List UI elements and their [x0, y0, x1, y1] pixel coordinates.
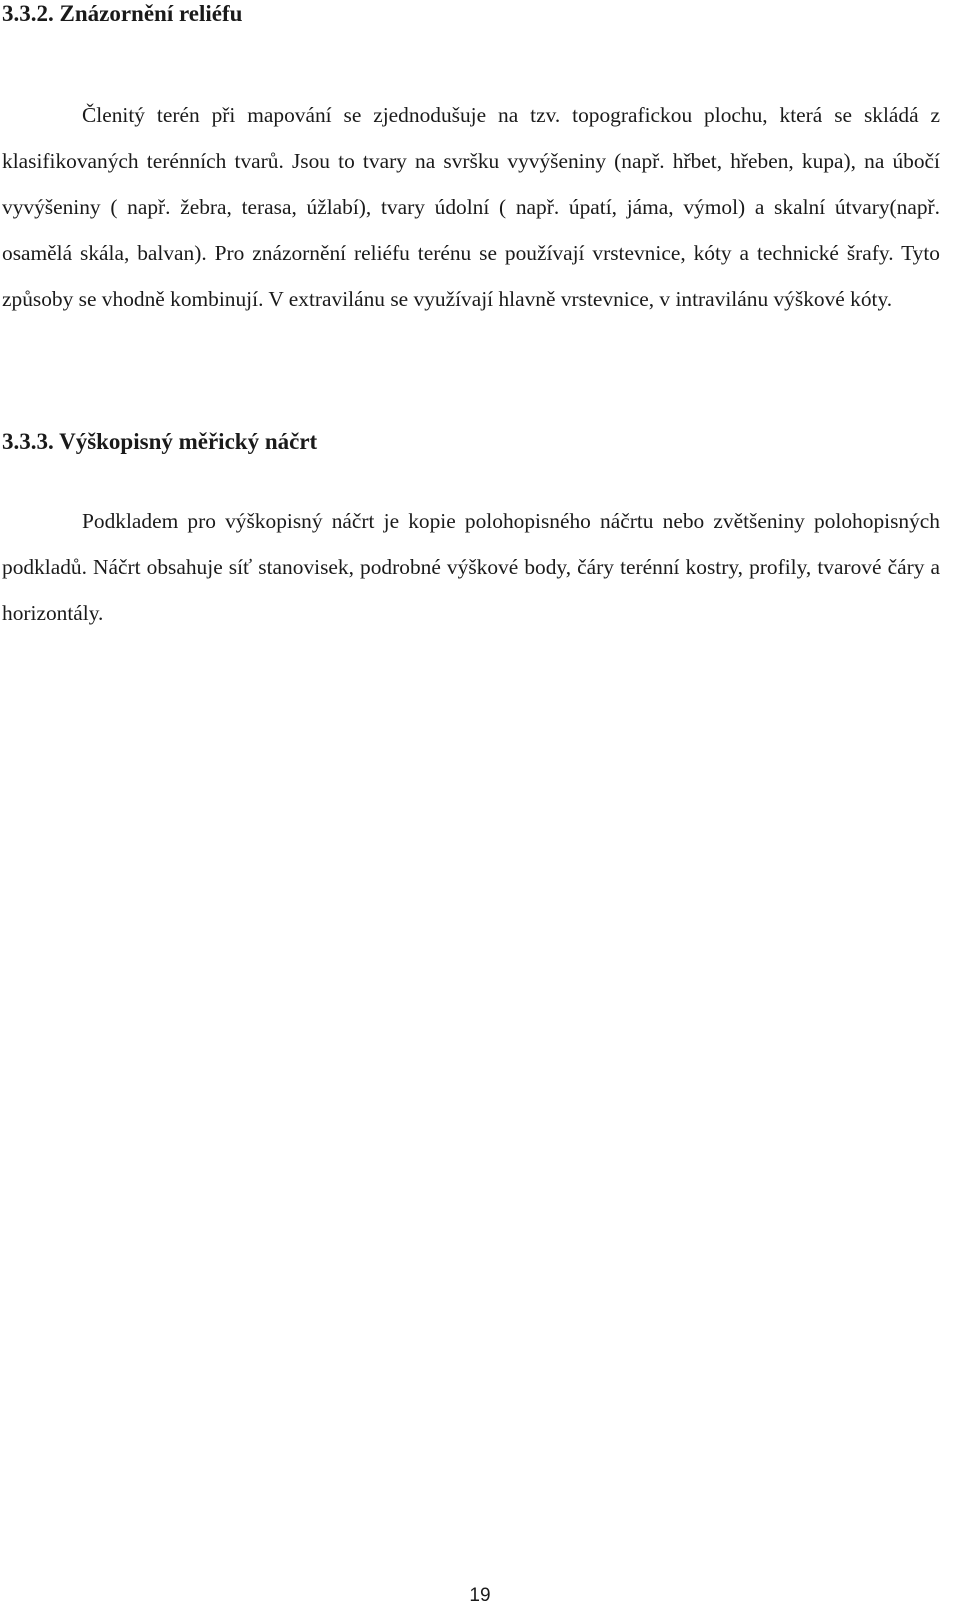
page-number: 19	[469, 1585, 491, 1606]
section-heading-sketch: 3.3.3. Výškopisný měřický náčrt	[2, 429, 318, 454]
section-heading-relief: 3.3.2. Znázornění reliéfu	[2, 1, 243, 26]
paragraph-relief: Členitý terén při mapování se zjednodušuje na tzv. topografickou plochu, která se skládá z klasifikovaných terénních tvarů. Jsou to tvary na svršku vyvýšeniny (např. hřbet, hřeben, kupa), na úbočí vyvýšeniny ( např. žebra, terasa, úžlabí), tvary údolní ( např. úpatí, jáma, výmol) a skalní útvary(např. osamělá skála, balvan). Pro znázornění reliéfu terénu se používají vrstevnice, kóty a technické šrafy. Tyto způsoby se vhodně kombinují. V extravilánu se využívají hlavně vrstevnice, v intravilánu výškové kóty.	[2, 103, 940, 311]
paragraph-sketch: Podkladem pro výškopisný náčrt je kopie polohopisného náčrtu nebo zvětšeniny polohopisných podkladů. Náčrt obsahuje síť stanovisek, podrobné výškové body, čáry terénní kostry, profily, tvarové čáry a horizontály.	[2, 509, 940, 625]
